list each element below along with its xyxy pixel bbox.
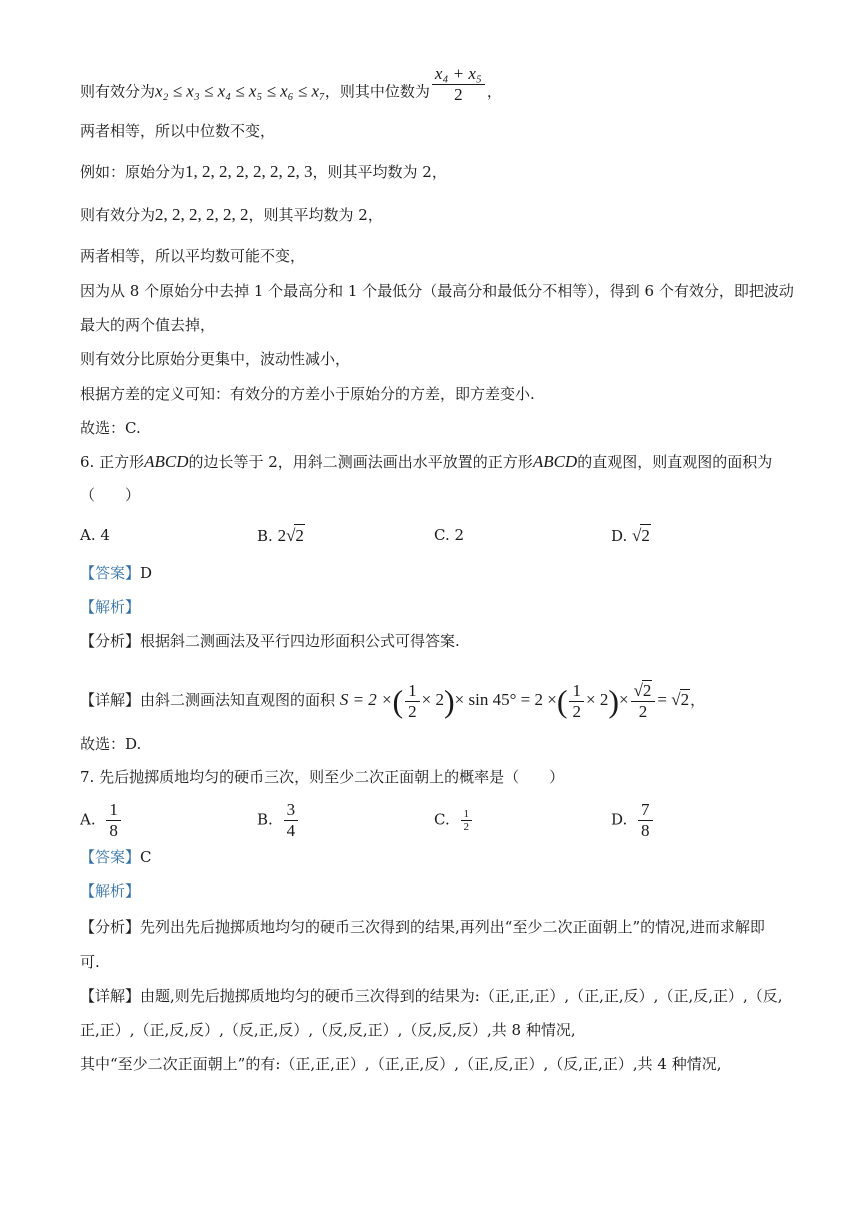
text: ，则其平均数为 2， [248, 206, 383, 224]
q7-fenxi [80, 917, 765, 937]
text: ， [486, 82, 502, 101]
text-line: 根据方差的定义可知：有效分的方差小于原始分的方差，即方差变小. [80, 385, 535, 403]
text: 的边长等于 2，用斜二测画法画出水平放置的正方形 [188, 453, 533, 471]
math-abcd: ABCD [144, 452, 189, 471]
math: = [657, 690, 668, 709]
sqrt-sign: √ [667, 690, 681, 709]
analysis-label: 【解析】 [80, 882, 141, 900]
half-fraction [569, 681, 584, 722]
detail-text: 由题,则先后抛掷质地均匀的硬币三次得到的结果为:（正,正,正）,（正,正,反）,（正,反,正）,（反, [140, 987, 783, 1005]
text-line: 两者相等，所以中位数不变， [80, 122, 276, 140]
option-fraction [638, 800, 653, 841]
math: × sin 45° = 2 × [454, 690, 557, 709]
paren-left: ( [556, 683, 568, 719]
option-fraction [106, 800, 121, 841]
q7-analysis [80, 881, 140, 901]
fraction-numerator: x₄ + x₅ [432, 64, 485, 85]
option-label: C. [434, 810, 450, 829]
fenxi-label: 【分析】 [80, 918, 141, 936]
q7-option-a [80, 800, 123, 841]
fraction-denominator: 2 [463, 821, 469, 833]
q7-option-c [434, 808, 474, 833]
question-6-stem [80, 452, 772, 472]
sqrt2-over-2 [631, 680, 656, 722]
q7-detail [80, 986, 783, 1006]
radicand: 2 [680, 690, 690, 709]
paren-right: ) [608, 683, 619, 719]
q6-option-c: C. 2 [434, 526, 465, 544]
math: S = 2 × [339, 690, 393, 709]
text: 则有效分为 [80, 82, 156, 101]
q7-detail-line2: 正,正）,（正,反,反）,（反,正,反）,（反,反,正）,（反,反,反）,共 8 种情况, [80, 1021, 576, 1039]
text: 的直观图，则直观图的面积为 [577, 453, 773, 471]
q6-choose: 故选：D. [80, 735, 142, 753]
fraction-numerator: 1 [405, 681, 420, 702]
fraction-denominator: 2 [638, 702, 648, 721]
sqrt-sign: √ [286, 526, 296, 545]
text-line: 因为从 8 个原始分中去掉 1 个最高分和 1 个最低分（最高分和最低分不相等），得到 6 个有效分，即把波动 [80, 282, 794, 300]
text: ， [690, 691, 706, 709]
fenxi-label: 【分析】 [80, 632, 141, 650]
fraction-denominator: 4 [286, 821, 296, 840]
q7-answer [80, 847, 152, 867]
detail-label: 【详解】 [80, 691, 141, 709]
text: 6. 正方形 [80, 453, 145, 471]
fenxi-text: 先列出先后抛掷质地均匀的硬币三次得到的结果,再列出“至少二次正面朝上”的情况,进而求解即 [140, 918, 765, 936]
radicand: 2 [641, 526, 650, 545]
math-inequality: x₂ ≤ x₃ ≤ x₄ ≤ x₅ ≤ x₆ ≤ x₇ [155, 81, 325, 101]
option-fraction [284, 800, 299, 841]
option-label: B. [257, 527, 273, 545]
q7-option-b [257, 800, 300, 841]
fraction-numerator: √2 [631, 680, 656, 702]
text: ，则其平均数为 2， [312, 163, 447, 181]
q6-answer [80, 563, 152, 583]
detail-label: 【详解】 [80, 987, 141, 1005]
sqrt-sign: √ [632, 526, 642, 545]
radicand: 2 [642, 681, 652, 700]
q6-detail [80, 680, 705, 722]
math: × [618, 690, 629, 709]
q7-detail-line3: 其中“至少二次正面朝上”的有:（正,正,正）,（正,正,反）,（正,反,正）,（反,正,正）,共 4 种情况, [80, 1055, 722, 1073]
line-effective-scores-median [80, 64, 502, 105]
math: × 2 [421, 690, 445, 709]
q6-analysis [80, 597, 140, 617]
math-sequence: 2, 2, 2, 2, 2, 2 [155, 205, 249, 224]
option-fraction [461, 808, 473, 833]
fraction-numerator: 1 [569, 681, 584, 702]
fraction-numerator: 7 [638, 800, 653, 821]
q7-option-d [611, 800, 655, 841]
fraction-denominator: 2 [454, 85, 463, 104]
fraction-numerator: 1 [461, 808, 473, 821]
answer-label: 【答案】 [80, 564, 141, 582]
half-fraction [405, 681, 420, 722]
fraction-denominator: 8 [641, 821, 650, 840]
paren-right: ) [444, 683, 455, 719]
question-7-stem: 7. 先后抛掷质地均匀的硬币三次，则至少二次正面朝上的概率是（ ） [80, 768, 565, 786]
analysis-label: 【解析】 [80, 598, 141, 616]
option-label: B. [257, 810, 273, 829]
line-effective-example [80, 205, 383, 225]
answer-value: C [140, 848, 152, 866]
radicand: 2 [295, 526, 304, 545]
q6-option-b [257, 524, 305, 547]
math-abcd: ABCD [532, 452, 578, 471]
math: × 2 [585, 690, 609, 709]
q6-fenxi [80, 631, 460, 651]
fraction-numerator: 3 [284, 800, 299, 821]
text-line: 故选：C. [80, 419, 141, 437]
q6-option-d [611, 524, 651, 547]
answer-label: 【答案】 [80, 848, 141, 866]
text: ，则其中位数为 [324, 82, 430, 101]
line-example [80, 162, 447, 182]
detail-text: 由斜二测画法知直观图的面积 [140, 691, 336, 709]
fraction-denominator: 8 [109, 821, 118, 840]
option-label: D. [611, 527, 628, 545]
fraction-numerator: 1 [106, 800, 121, 821]
text: 则有效分为 [80, 206, 156, 224]
text: 例如：原始分为 [80, 163, 186, 181]
text-line: 最大的两个值去掉， [80, 316, 216, 334]
text-line: 两者相等，所以平均数可能不变， [80, 247, 306, 265]
fraction-denominator: 2 [572, 701, 581, 721]
math-sequence: 1, 2, 2, 2, 2, 2, 2, 3 [185, 162, 313, 181]
option-label: A. [80, 810, 96, 829]
paren-left: ( [392, 683, 404, 719]
fraction-denominator: 2 [408, 701, 417, 721]
answer-value: D [140, 564, 153, 582]
median-fraction [432, 64, 485, 105]
q7-fenxi-cont: 可. [80, 953, 100, 971]
math-coef: 2 [277, 526, 287, 545]
option-label: D. [611, 810, 628, 829]
question-6-paren: （ ） [80, 486, 141, 504]
q6-option-a: A. 4 [80, 526, 110, 544]
text-line: 则有效分比原始分更集中，波动性减小， [80, 350, 351, 368]
fenxi-text: 根据斜二测画法及平行四边形面积公式可得答案. [140, 632, 460, 650]
